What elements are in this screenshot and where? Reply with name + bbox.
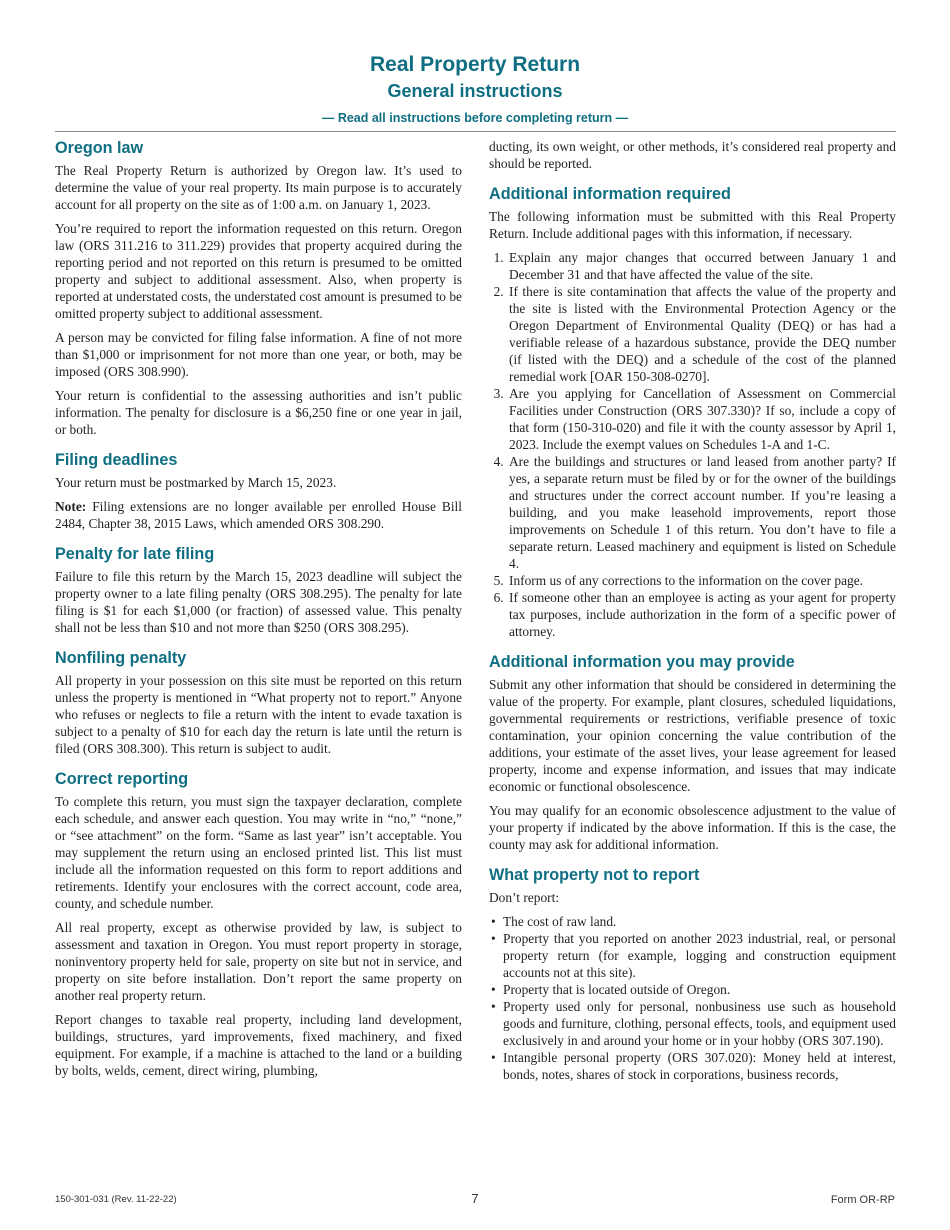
note-label: Note:	[55, 499, 87, 514]
paragraph: You’re required to report the information requested on this return. Oregon law (ORS 311.216 to 311.229) provides that property acquired during the reporting period and not reported on this return is presumed to be omitted property and subject to additional assessment. Also, when property is reported at understated costs, the understated cost amount is presumed to be omitted property subject to additional assessment.	[55, 221, 462, 321]
required-info-list	[489, 249, 896, 640]
paragraph: The following information must be submitted with this Real Property Return. Include additional pages with this information, if necessary.	[489, 209, 896, 241]
page-subtitle: General instructions	[387, 81, 563, 101]
list-item: 3. Are you applying for Cancellation of Assessment on Commercial Facilities under Construction (ORS 307.330)? If so, include a copy of that form (150-310-020) and file it with the county assessor by April 1, 2023. Include the exempt values on Schedules 1-A and 1-C.	[507, 385, 896, 453]
continued-paragraph: ducting, its own weight, or other methods, it’s considered real property and should be reported.	[489, 139, 896, 171]
list-item: • Property that you reported on another 2023 industrial, real, or personal property return (for example, logging and construction equipment accounts not at this site).	[503, 930, 896, 981]
paragraph: Report changes to taxable real property, including land development, buildings, structures, yard improvements, fixed machinery, and fixed equipment. For example, if a machine is attached to the land or a building by bolts, welds, cement, direct wiring, plumbing,	[55, 1012, 462, 1078]
heading-oregon-law: Oregon law	[55, 139, 144, 157]
heading-filing-deadlines: Filing deadlines	[55, 451, 178, 469]
heading-nonfiling-penalty: Nonfiling penalty	[55, 649, 187, 667]
header-divider	[55, 131, 896, 132]
list-item: • Property used only for personal, nonbusiness use such as household goods and furniture, clothing, personal effects, tools, and equipment used exclusively in and around your home or in your hobby (ORS 307.190).	[503, 998, 896, 1049]
list-item: 4. Are the buildings and structures or land leased from another party? If yes, a separate return must be filed by or for the owner of the buildings and structures under the correct account number. If you’re leasing a building, and you make leasehold improvements, report those improvements on Schedule 1 of this return. You don’t have to file a separate return. Leased machinery and equipment is listed on Schedule 4.	[507, 453, 896, 572]
paragraph: Your return must be postmarked by March 15, 2023.	[55, 475, 337, 490]
paragraph: A person may be convicted for filing false information. A fine of not more than $1,000 or imprisonment for not more than one year, or both, may be imposed (ORS 308.990).	[55, 330, 462, 379]
note-text: Filing extensions are no longer available per enrolled House Bill 2484, Chapter 38, 2015 Laws, which amended ORS 308.290.	[55, 499, 462, 531]
paragraph: Don’t report:	[489, 890, 560, 905]
paragraph: Failure to file this return by the March 15, 2023 deadline will subject the property owner to a late filing penalty (ORS 308.295). The penalty for late filing is $1 for each $1,000 (or fraction) of assessed value. This penalty shall not be less than $10 and not more than $250 (ORS 308.295).	[55, 569, 462, 635]
paragraph: All real property, except as otherwise provided by law, is subject to assessment and taxation in Oregon. You must report property in storage, noninventory property held for sale, property on site but not in service, and property on site before installation. Don’t report the same property on another real property return.	[55, 920, 462, 1003]
heading-what-not-to-report: What property not to report	[489, 866, 700, 884]
list-item: 1. Explain any major changes that occurred between January 1 and December 31 and that have affected the value of the site.	[507, 249, 896, 283]
heading-additional-info-may-provide: Additional information you may provide	[489, 653, 795, 671]
paragraph: Your return is confidential to the assessing authorities and isn’t public information. The penalty for disclosure is a $6,250 fine or one year in jail, or both.	[55, 388, 462, 437]
list-item: • The cost of raw land.	[503, 913, 896, 930]
list-item: • Property that is located outside of Oregon.	[503, 981, 896, 998]
form-name: Form OR-RP	[830, 1194, 895, 1206]
page-number: 7	[471, 1191, 479, 1206]
heading-penalty-late-filing: Penalty for late filing	[55, 545, 215, 563]
heading-additional-info-required: Additional information required	[489, 185, 731, 203]
heading-correct-reporting: Correct reporting	[55, 770, 189, 788]
paragraph: Submit any other information that should be considered in determining the value of the property. For example, plant closures, scheduled liquidations, governmental requirements or restrictions, verifiable presence of toxic contamination, your opinion concerning the value contribution of the additions, your estimate of the asset lives, your lease agreement for leased property, income and expense information, and issues that may indicate economic or functional obsolescence.	[489, 677, 896, 794]
list-item: • Intangible personal property (ORS 307.020): Money held at interest, bonds, notes, shares of stock in corporations, business records,	[503, 1049, 896, 1083]
paragraph: You may qualify for an economic obsolescence adjustment to the value of your property if indicated by the above information. If this is the case, the county may ask for additional information.	[489, 803, 896, 852]
list-item: 5. Inform us of any corrections to the information on the cover page.	[507, 572, 896, 589]
note-paragraph	[55, 498, 462, 532]
not-report-list	[489, 913, 896, 1083]
paragraph: All property in your possession on this site must be reported on this return unless the property is mentioned in “What property not to report.” Anyone who refuses or neglects to file a return with the intent to evade taxation is subject to a penalty of $10 for each day the return is late until the return is filed (ORS 308.300). This return is subject to audit.	[55, 673, 462, 756]
form-number: 150-301-031 (Rev. 11-22-22)	[55, 1194, 177, 1205]
paragraph: To complete this return, you must sign the taxpayer declaration, complete each schedule, and answer each question. You may write in “no,” “none,” or “see attachment” on the form. “Same as last year” isn’t acceptable. You may supplement the return using an enclosed printed list. This list must include all the information requested on this form to report additions and retirements. Identify your enclosures with the correct account, code area, county, and schedule number.	[55, 794, 462, 911]
paragraph: The Real Property Return is authorized by Oregon law. It’s used to determine the value of your real property. Its main purpose is to accurately account for all property on the site as of 1:00 a.m. on January 1, 2023.	[55, 163, 462, 212]
list-item: 2. If there is site contamination that affects the value of the property and the site is listed with the Environmental Protection Agency or the Oregon Department of Environmental Quality (DEQ) or has had a verifiable release of a hazardous substance, provide the DEQ number (if listed with the DEQ) and a schedule of the cost of the planned remedial work [OAR 150-308-0270].	[507, 283, 896, 385]
page-title: Real Property Return	[369, 53, 581, 76]
list-item: 6. If someone other than an employee is acting as your agent for property tax purposes, include authorization in the form of a specific power of attorney.	[507, 589, 896, 640]
instruction-notice: — Read all instructions before completing return —	[321, 111, 629, 125]
right-column	[489, 138, 896, 1083]
left-column	[55, 138, 462, 1086]
